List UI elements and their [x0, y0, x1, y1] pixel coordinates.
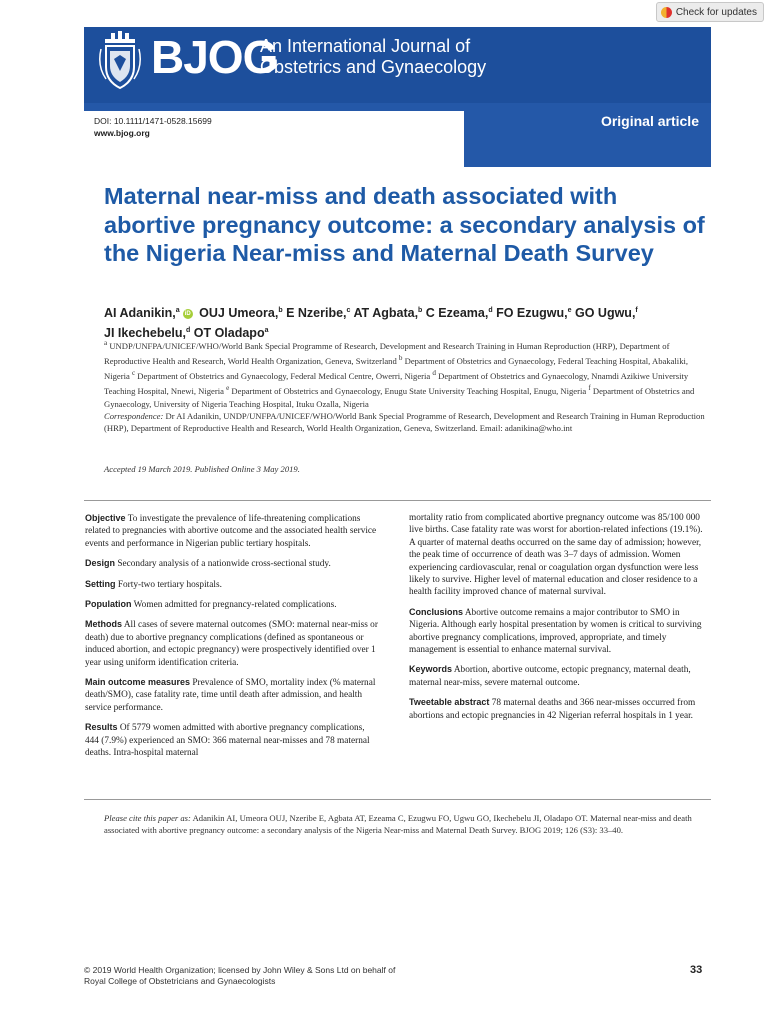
abstract-tweetable: Tweetable abstract 78 maternal deaths and 366 near-misses occurred from abortions and ectopic pregnancies in 42 Nigerian referral hospitals in 1 year. — [409, 697, 696, 721]
author: FO Ezugwu, — [492, 306, 568, 321]
journal-website-link[interactable]: www.bjog.org — [94, 128, 150, 138]
crossmark-icon — [661, 7, 672, 18]
article-type: Original article — [600, 113, 699, 129]
author: OUJ Umeora, — [195, 306, 279, 321]
check-for-updates-button[interactable] — [656, 2, 764, 22]
abstract-column-right — [409, 512, 709, 729]
page-number: 33 — [690, 964, 703, 976]
correspondence-label: Correspondence: — [104, 410, 164, 421]
doi-box — [84, 111, 464, 167]
author-affil-sup: a — [175, 307, 180, 314]
author: E Nzeribe, — [282, 306, 347, 321]
copyright: © 2019 World Health Organization; licensed by John Wiley & Sons Ltd on behalf of Royal College of Obstetricians and Gynaecologists — [84, 965, 396, 986]
orcid-icon[interactable]: iD — [184, 310, 191, 317]
author: AI Adanikin, — [104, 306, 176, 321]
author-affil-sup: a — [264, 327, 269, 335]
citation — [104, 812, 709, 837]
accepted-date: Accepted 19 March 2019. Published Online 3 May 2019. — [104, 464, 300, 474]
journal-name-line2: Obstetrics and Gynaecology — [260, 57, 487, 77]
author: JI Ikechebelu, — [104, 326, 186, 341]
abstract-results-cont: mortality ratio from complicated abortive pregnancy outcome was 85/100 000 live births. Case fatality rate was worst for abortion-related infections (19.1%). A quarter of maternal deaths occurred on the same day of admission; however, the peak time of occurrence of death was 3–7 days of admission. Women experiencing cardiovascular, renal or coagulation organ dysfunction were less likely to survive. Higher level of maternal education and closer residence to a health facility improved chance of maternal survival. — [409, 513, 703, 598]
citation-text: Adanikin AI, Umeora OUJ, Nzeribe E, Agbata AT, Ezeama C, Ezugwu FO, Ugwu GO, Ikechebelu JI, Oladapo OT. Maternal near-miss and death associated with abortive pregnancy outcome: a secondary analysis of the Nigeria Near-miss and Maternal Death Survey. BJOG 2019; 126 (S3): 33–40. — [104, 813, 692, 836]
divider — [84, 500, 711, 501]
abstract-results: Results Of 5779 women admitted with abortive pregnancy complications, 444 (7.9%) experienced an SMO: 366 maternal near-misses and 78 maternal deaths. Intra-hospital maternal — [85, 722, 370, 759]
author: C Ezeama, — [422, 306, 489, 321]
abstract-population: Population Women admitted for pregnancy-related complications. — [85, 599, 337, 611]
affiliation-b: Department of Obstetrics and Gynaecology, Federal Teaching Hospital, Abakaliki, Nigeria — [104, 356, 689, 382]
author-affil-sup: e — [567, 307, 572, 314]
abstract-objective: Objective To investigate the prevalence of life-threatening complications related to pregnancies with abortive outcome and the associated health service events and performance in Nigerian public tertiary hospitals. — [85, 513, 377, 549]
affiliation-e: Department of Obstetrics and Gynaecology, Enugu State University Teaching Hospital, Enugu, Nigeria — [231, 386, 587, 397]
correspondence: Dr AI Adanikin, UNDP/UNFPA/UNICEF/WHO/World Bank Special Programme of Research, Development and Research Training in Human Reproduction (HRP), Department of Reproductive Health and Research, World Health Organization, Geneva, Switzerland. Email: adanikina@who.int — [104, 410, 705, 434]
doi-info — [94, 115, 212, 139]
affiliation-d: Department of Obstetrics and Gynaecology, Nnamdi Azikiwe University Teaching Hospital, Nnewi, Nigeria — [104, 371, 689, 397]
author: AT Agbata, — [350, 306, 419, 321]
doi: DOI: 10.1111/1471-0528.15699 — [94, 116, 212, 126]
affiliation-c: Department of Obstetrics and Gynaecology, Federal Medical Centre, Owerri, Nigeria — [137, 371, 431, 382]
check-for-updates-label: Check for updates — [675, 6, 757, 18]
abstract-keywords: Keywords Abortion, abortive outcome, ectopic pregnancy, maternal death, maternal near-miss, severe maternal outcome. — [409, 664, 691, 688]
abstract-conclusions: Conclusions Abortive outcome remains a major contributor to SMO in Nigeria. Although early hospital presentation by women is critical to surviving abortive pregnancy complications, improved, appropriate, and timely management is essential to enhance maternal survival. — [409, 606, 702, 656]
journal-name — [260, 36, 486, 78]
author: GO Ugwu, — [571, 306, 636, 321]
affiliations: $^a$ UNDP/UNFPA/UNICEF/WHO/World Bank Special Programme of Research, Development and Research Training in Human Reproduction (HRP), Department of Reproductive Health and Research, World Health Organization, Geneva, Switzerland $^b$ Department of Obstetrics and Gynaecology, Federal Teaching Hospital, Abakaliki, Nigeria $^c$ Department of Obstetrics and Gynaecology, Federal Medical Centre, Owerri, Nigeria $^d$ Department of Obstetrics and Gynaecology, Nnamdi Azikiwe University Teaching Hospital, Nnewi, Nigeria $^e$ Department of Obstetrics and Gynaecology, Enugu State University Teaching Hospital, Enugu, Nigeria $^f$ Department of Obstetrics and Gynaecology, University of Nigeria Teaching Hospital, Ituku Ozalla, Nigeria Correspondence: Dr AI Adanikin, UNDP/UNFPA/UNICEF/WHO/World Bank Special Programme of Research, Development and Research Training in Human Reproduction (HRP), Department of Reproductive Health and Research, World Health Organization, Geneva, Switzerland. Email: adanikina@who.int — [104, 339, 705, 434]
author-affil-sup: b — [278, 307, 283, 314]
abstract-methods: Methods All cases of severe maternal outcomes (SMO: maternal near-miss or death) due to abortive pregnancy complications (defined as spontaneous or induced abortion, and ectopic pregnancy) were prospectively identified over 1 year using uniform identification criteria. — [85, 619, 378, 668]
abstract-design: Design Secondary analysis of a nationwide cross-sectional study. — [85, 558, 331, 570]
divider — [84, 799, 711, 800]
affiliation-f: Department of Obstetrics and Gynaecology, University of Nigeria Teaching Hospital, Ituku Ozalla, Nigeria — [104, 386, 695, 409]
affiliation-a: UNDP/UNFPA/UNICEF/WHO/World Bank Special Programme of Research, Development and Research Training in Human Reproduction (HRP), Department of Reproductive Health and Research, World Health Organization, Geneva, Switzerland — [104, 340, 670, 367]
journal-name-line1: An International Journal of — [260, 36, 471, 56]
rcog-crest-icon — [97, 31, 143, 91]
journal-abbrev: BJOG — [151, 31, 278, 83]
abstract-setting: Setting Forty-two tertiary hospitals. — [85, 578, 222, 590]
journal-header — [84, 27, 711, 167]
author-affil-sup: b — [418, 307, 423, 314]
author-affil-sup: f — [635, 307, 638, 314]
article-title: Maternal near-miss and death associated with abortive pregnancy outcome: a secondary analysis of the Nigeria Near-miss and Maternal Death Survey — [104, 183, 705, 266]
author-affil-sup: c — [346, 307, 351, 314]
author-affil-sup: d — [488, 307, 493, 314]
author: OT Oladapo — [190, 326, 265, 341]
author-affil-sup: d — [185, 327, 191, 335]
abstract-outcome-measures: Main outcome measures Prevalence of SMO, mortality index (% maternal death/SMO), case fatality rate, time until death after admission, and health service performance. — [85, 677, 376, 713]
citation-label: Please cite this paper as: — [104, 813, 191, 823]
abstract-column-left — [85, 512, 378, 767]
